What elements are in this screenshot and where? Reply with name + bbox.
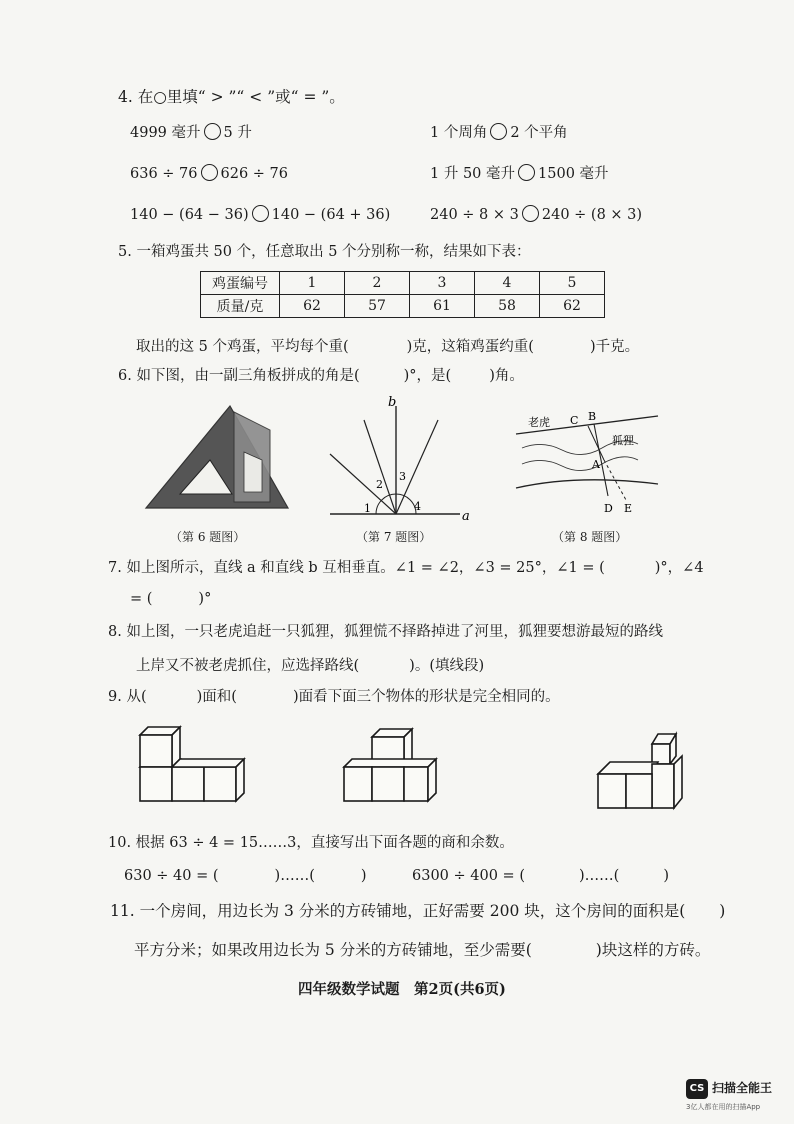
q4-row3-left: [130, 205, 390, 223]
wave: [522, 457, 638, 471]
compare-circle[interactable]: [201, 164, 218, 181]
cube-object-1: [132, 725, 248, 807]
q6-text: [118, 369, 524, 384]
q10-title: 10. 根据 63 ÷ 4 = 15……3，直接写出下面各题的商和余数。: [108, 835, 514, 851]
q9-b: )面和(: [196, 689, 237, 705]
label-angle-1: 1: [364, 502, 371, 515]
figure-6-set-squares: [140, 400, 300, 520]
scanner-logo-icon: CS: [686, 1079, 708, 1099]
q4-r1l-a: 4999 毫升: [130, 125, 201, 141]
q4-row1-right: [430, 123, 568, 141]
q11-line2: [134, 943, 710, 959]
compare-circle[interactable]: [204, 123, 221, 140]
compare-circle[interactable]: [518, 164, 535, 181]
q7-b: )°，∠4: [654, 560, 704, 576]
q7-line1: [108, 561, 704, 576]
label-a: a: [462, 509, 470, 524]
q11-line1-b: ): [719, 902, 726, 920]
q4-r1r-a: 1 个周角: [430, 125, 488, 141]
table-cell: 58: [475, 295, 540, 318]
label-angle-3: 3: [399, 470, 406, 483]
q4-r1l-b: 5 升: [223, 125, 252, 141]
table-header: 质量/克: [201, 295, 280, 318]
q8-line2-b: )。(填线段): [409, 658, 485, 674]
q11-line1: [110, 904, 725, 920]
figure-8-river: [508, 404, 668, 522]
q10-expr1: [124, 869, 367, 884]
q5-answer: [136, 340, 639, 355]
q8-line1: 8. 如上图，一只老虎追赶一只狐狸，狐狸慌不择路掉进了河里，狐狸要想游最短的路线: [108, 624, 663, 640]
q10-e2-c: ): [663, 868, 669, 884]
compare-circle[interactable]: [522, 205, 539, 222]
label-angle-4: 4: [414, 500, 421, 513]
q11-line1-a: 11. 一个房间，用边长为 3 分米的方砖铺地，正好需要 200 块，这个房间的面积是(: [110, 902, 686, 920]
q9-a: 9. 从(: [108, 689, 147, 705]
q4-r1r-b: 2 个平角: [510, 125, 568, 141]
table-cell: 4: [475, 272, 540, 295]
q5-answer-a: 取出的这 5 个鸡蛋，平均每个重(: [136, 339, 349, 355]
q5-answer-c: )千克。: [589, 339, 640, 355]
q5-title: 5. 一箱鸡蛋共 50 个，任意取出 5 个分别称一称，结果如下表：: [118, 244, 531, 260]
table-row: [201, 272, 605, 295]
egg-table: [200, 271, 605, 318]
figure-6-caption: （第 6 题图）: [170, 530, 246, 544]
q4-r3r-b: 240 ÷ (8 × 3): [541, 207, 643, 223]
q4-row2-left: [130, 164, 288, 182]
label-b: b: [388, 395, 397, 410]
segment-a-c: [588, 426, 604, 460]
q4-r2l-a: 636 ÷ 76: [130, 166, 198, 182]
q6-c: )角。: [489, 368, 524, 384]
q9-text: [108, 690, 560, 705]
q4-r3r-a: 240 ÷ 8 × 3: [430, 207, 519, 223]
table-cell: 57: [345, 295, 410, 318]
table-cell: 3: [410, 272, 475, 295]
figure-8-caption: （第 8 题图）: [552, 530, 628, 544]
q7-a: 7. 如上图所示，直线 a 和直线 b 互相垂直。∠1 = ∠2，∠3 = 25°，∠1 = (: [108, 560, 605, 576]
label-fox: 狐狸: [612, 434, 634, 447]
label-d: D: [604, 502, 613, 515]
q4-row3-right: [430, 205, 642, 223]
q4-r2l-b: 626 ÷ 76: [220, 166, 288, 182]
table-cell: 61: [410, 295, 475, 318]
q4-r3l-b: 140 − (64 + 36): [271, 207, 391, 223]
label-angle-2: 2: [376, 478, 383, 491]
q10-e2-a: 6300 ÷ 400 = (: [412, 868, 525, 884]
q10-e2-b: )……(: [578, 868, 620, 884]
river-bank-bottom: [516, 480, 658, 488]
table-cell: 62: [280, 295, 345, 318]
q9-c: )面看下面三个物体的形状是完全相同的。: [292, 689, 560, 705]
table-cell: 62: [540, 295, 605, 318]
label-b-point: B: [588, 410, 597, 423]
label-tiger: 老虎: [528, 416, 550, 429]
q6-a: 6. 如下图，由一副三角板拼成的角是(: [118, 368, 360, 384]
q7-c: = (: [130, 591, 153, 607]
q8-line2-a: 上岸又不被老虎抓住，应选择路线(: [136, 658, 360, 674]
q10-expr2: [412, 869, 669, 884]
q4-r2r-b: 1500 毫升: [538, 166, 609, 182]
label-c: C: [570, 414, 579, 427]
q4-row1-left: [130, 123, 252, 141]
compare-circle[interactable]: [490, 123, 507, 140]
scanner-name: 扫描全能王: [712, 1081, 773, 1095]
q10-e1-a: 630 ÷ 40 = (: [124, 868, 219, 884]
q4-r3l-a: 140 − (64 − 36): [130, 207, 249, 223]
table-cell: 1: [280, 272, 345, 295]
table-header: 鸡蛋编号: [201, 272, 280, 295]
q7-line2: [130, 592, 211, 607]
page-footer: 四年级数学试题 第2页(共6页): [298, 981, 506, 998]
q10-e1-b: )……(: [274, 868, 315, 884]
q8-line2: [136, 659, 484, 674]
figure-7-angles: [320, 392, 480, 524]
cube-object-3: [594, 730, 686, 814]
q7-d: )°: [198, 591, 212, 607]
figure-7-caption: （第 7 题图）: [356, 530, 432, 544]
q4-row2-right: [430, 164, 609, 182]
q4-title: 4. 在○里填“ > ”“ < ”或“ = ”。: [118, 88, 345, 106]
q11-line2-a: 平方分米；如果改用边长为 5 分米的方砖铺地，至少需要(: [134, 941, 532, 959]
q5-answer-b: )克，这箱鸡蛋约重(: [406, 339, 534, 355]
q4-r2r-a: 1 升 50 毫升: [430, 166, 516, 182]
cube-object-2: [342, 725, 446, 807]
q10-e1-c: ): [360, 868, 367, 884]
q11-line2-b: )块这样的方砖。: [595, 941, 711, 959]
compare-circle[interactable]: [252, 205, 269, 222]
label-e: E: [624, 502, 633, 515]
label-a-point: A: [592, 458, 600, 471]
q6-b: )°，是(: [403, 368, 452, 384]
table-cell: 2: [345, 272, 410, 295]
scanner-tagline: 3亿人都在用的扫描App: [686, 1103, 761, 1111]
table-row: [201, 295, 605, 318]
table-cell: 5: [540, 272, 605, 295]
